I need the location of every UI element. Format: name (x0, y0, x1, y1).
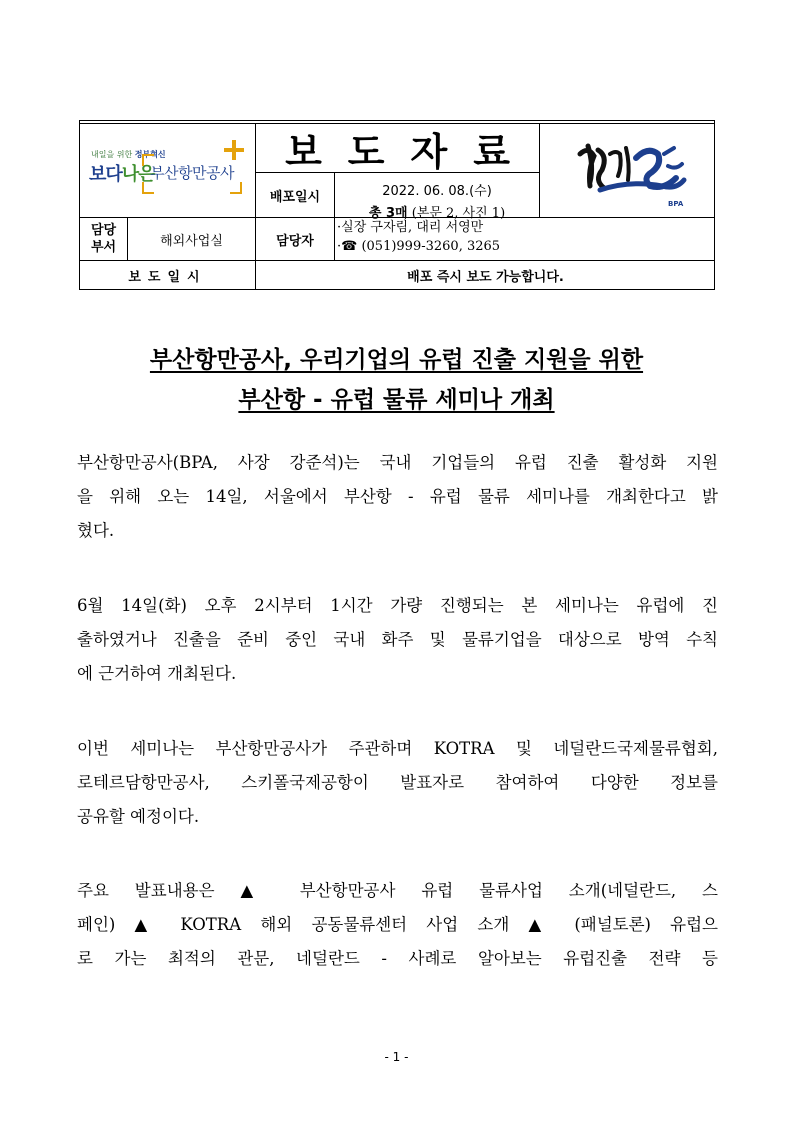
paragraph-4 (77, 874, 718, 976)
dept-label-line2: 부서 (90, 240, 117, 255)
paragraph-line: 페인) ▲ KOTRA 해외 공동물류센터 사업 소개 ▲ (패널토론) 유럽으 (77, 915, 718, 934)
paragraph-line: 을 위해 오는 14일, 서울에서 부산항 - 유럽 물류 세미나를 개최한다고 밝 (77, 487, 718, 506)
headline-line-2: 부산항 - 유럽 물류 세미나 개최 (238, 387, 555, 413)
paragraph-3 (77, 732, 718, 834)
slogan-brand: BPA (668, 200, 684, 208)
logo-tagline-highlight: 정부혁신 (134, 150, 166, 159)
headline-line-1: 부산항만공사, 우리기업의 유럽 진출 지원을 위한 (149, 347, 644, 373)
page-count-detail: (본문 2, 사진 1) (411, 206, 506, 221)
distribution-label: 배포일시 (269, 189, 321, 205)
paragraph-line: 공유할 예정이다. (77, 807, 200, 826)
release-label: 보도일시 (128, 269, 207, 285)
logo-bracket-icon (142, 182, 154, 194)
paragraph-line: 로 가는 최적의 관문, 네덜란드 - 사례로 알아보는 유럽진출 전략 등 (77, 949, 718, 968)
press-release-header-table (79, 120, 715, 290)
distribution-info (335, 173, 539, 221)
paragraph-2 (77, 589, 718, 691)
dept-value: 해외사업실 (160, 233, 223, 249)
page-number: - 1 - (384, 1050, 409, 1064)
paragraph-line: 6월 14일(화) 오후 2시부터 1시간 가량 진행되는 본 세미나는 유럽에 진 (77, 596, 718, 615)
logo-tagline (91, 149, 166, 160)
paragraph-line: 혔다. (77, 521, 115, 540)
paragraph-line: 주요 발표내용은 ▲ 부산항만공사 유럽 물류사업 소개(네덜란드, 스 (77, 881, 718, 900)
paragraph-line: 부산항만공사(BPA, 사장 강준석)는 국내 기업들의 유럽 진출 활성화 지원 (77, 453, 718, 472)
manager-contact (335, 218, 715, 260)
dept-label (80, 218, 127, 260)
logo-slogan-b: 나은 (121, 164, 155, 185)
logo-slogan-a: 보다 (89, 164, 122, 185)
slogan-calligraphy (540, 124, 715, 217)
paragraph-line: 이번 세미나는 부산항만공사가 주관하며 KOTRA 및 네덜란드국제물류협회, (77, 739, 718, 758)
paragraph-line: 에 근거하여 개최된다. (77, 664, 237, 683)
dept-label-line1: 담당 (90, 223, 117, 238)
manager-label: 담당자 (276, 233, 314, 249)
logo-org-name: 부산항만공사 (150, 164, 234, 182)
logo-plus-icon (224, 140, 244, 160)
release-value: 배포 즉시 보도 가능합니다. (407, 269, 564, 285)
manager-phone: ·☎ (051)999-3260, 3265 (337, 239, 501, 254)
logo-bracket-icon (230, 182, 242, 194)
paragraph-line: 로테르담항만공사, 스키폴국제공항이 발표자로 참여하여 다양한 정보를 (77, 773, 718, 792)
bpa-logo (80, 124, 255, 217)
manager-names: ·실장 구자림, 대리 서영만 (337, 220, 484, 235)
paragraph-line: 출하였거나 진출을 준비 중인 국내 화주 및 물류기업을 대상으로 방역 수칙 (77, 630, 718, 649)
distribution-date: 2022. 06. 08.(수) (382, 184, 492, 199)
logo-tagline-prefix: 내일을 위한 (91, 150, 133, 159)
document-title: 보도자료 (285, 129, 536, 174)
page-count-total: 총 3매 (368, 206, 408, 221)
calligraphy-icon (540, 124, 715, 217)
paragraph-1 (77, 446, 718, 548)
